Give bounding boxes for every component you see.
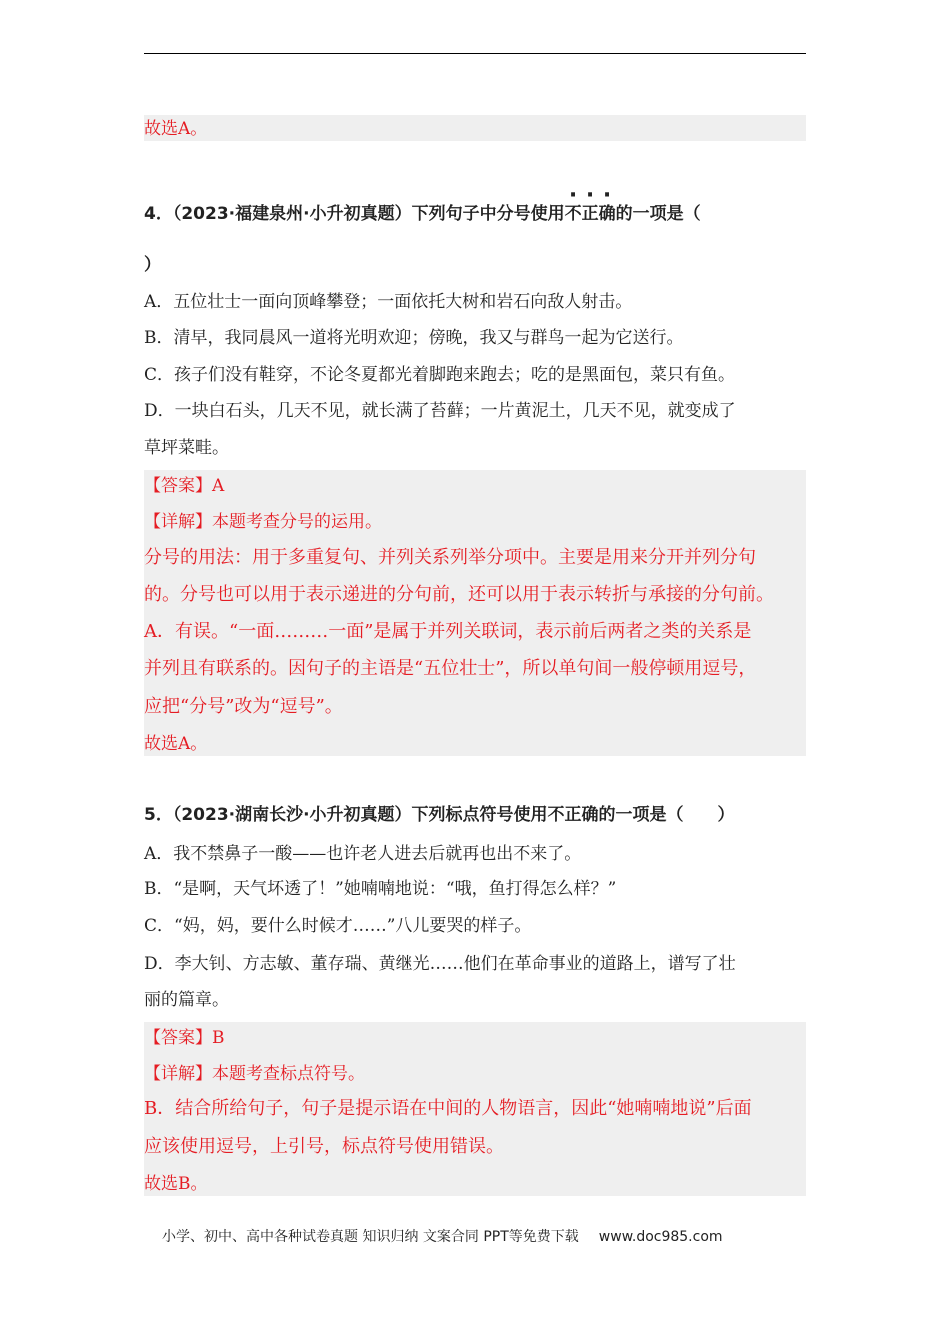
q4-option-c: C．孩子们没有鞋穿，不论冬夏都光着脚跑来跑去；吃的是黑面包，菜只有鱼。: [144, 365, 736, 385]
q4-explain-line: 的。分号也可以用于表示递进的分句前，还可以用于表示转折与承接的分句前。: [144, 584, 774, 605]
prev-conclusion: 故选A。: [144, 119, 208, 139]
q4-option-d: D．一块白石头，几天不见，就长满了苔藓；一片黄泥土，几天不见，就变成了: [144, 401, 736, 421]
q4-stem-close: ）: [144, 255, 161, 275]
header-rule: [144, 53, 806, 54]
footer-text: 小学、初中、高中各种试卷真题 知识归纳 文案合同 PPT等免费下载: [162, 1229, 579, 1245]
q4-number: 4．: [144, 204, 173, 224]
q5-explain-line: B．结合所给句子，句子是提示语在中间的人物语言，因此“她喃喃地说”后面: [144, 1098, 752, 1119]
q5-explain-line: 应该使用逗号，上引号，标点符号使用错误。: [144, 1136, 504, 1157]
q4-option-a: A．五位壮士一面向顶峰攀登；一面依托大树和岩石向敌人射击。: [144, 292, 633, 312]
q4-option-d-cont: 草坪菜畦。: [144, 438, 229, 458]
q4-conclusion: 故选A。: [144, 734, 208, 754]
q4-explain-line: 分号的用法：用于多重复句、并列关系列举分项中。主要是用来分开并列分句: [144, 547, 756, 568]
q4-option-b: B．清早，我同晨风一道将光明欢迎；傍晚，我又与群鸟一起为它送行。: [144, 328, 684, 348]
q5-conclusion: 故选B。: [144, 1174, 208, 1194]
q5-option-d-cont: 丽的篇章。: [144, 990, 229, 1010]
emphasis-char: 正: [581, 204, 599, 224]
q5-option-a: A．我不禁鼻子一酸——也许老人进去后就再也出不来了。: [144, 844, 582, 864]
q5-option-c: C．“妈，妈，要什么时候才……”八儿要哭的样子。: [144, 916, 532, 936]
answer-box-prev: [144, 115, 806, 141]
q5-option-b: B．“是啊，天气坏透了！”她喃喃地说：“哦，鱼打得怎么样？”: [144, 879, 617, 899]
q5-stem: 5．（2023·湖南长沙·小升初真题）下列标点符号使用不正确的一项是（ ）: [144, 805, 735, 825]
q5-option-d: D．李大钊、方志敏、董存瑞、黄继光……他们在革命事业的道路上，谱写了壮: [144, 954, 736, 974]
page-footer: [162, 1226, 723, 1246]
q5-answer: 【答案】B: [144, 1028, 225, 1048]
q4-stem: 4．（2023·福建泉州·小升初真题）下列句子中分号使用不正确的一项是（: [144, 204, 701, 224]
q4-explain-line: A．有误。“一面………一面”是属于并列关联词，表示前后两者之类的关系是: [144, 621, 752, 642]
q4-answer: 【答案】A: [144, 476, 225, 496]
q4-explain-line: 应把“分号”改为“逗号”。: [144, 696, 343, 717]
emphasis-char: 确: [598, 204, 616, 224]
q4-explain-line: 【详解】本题考查分号的运用。: [144, 512, 382, 532]
emphasis-char: 不: [564, 204, 582, 224]
footer-url[interactable]: www.doc985.com: [598, 1229, 723, 1245]
q5-explain-line: 【详解】本题考查标点符号。: [144, 1064, 365, 1084]
q4-explain-line: 并列且有联系的。因句子的主语是“五位壮士”，所以单句间一般停顿用逗号，: [144, 658, 757, 679]
